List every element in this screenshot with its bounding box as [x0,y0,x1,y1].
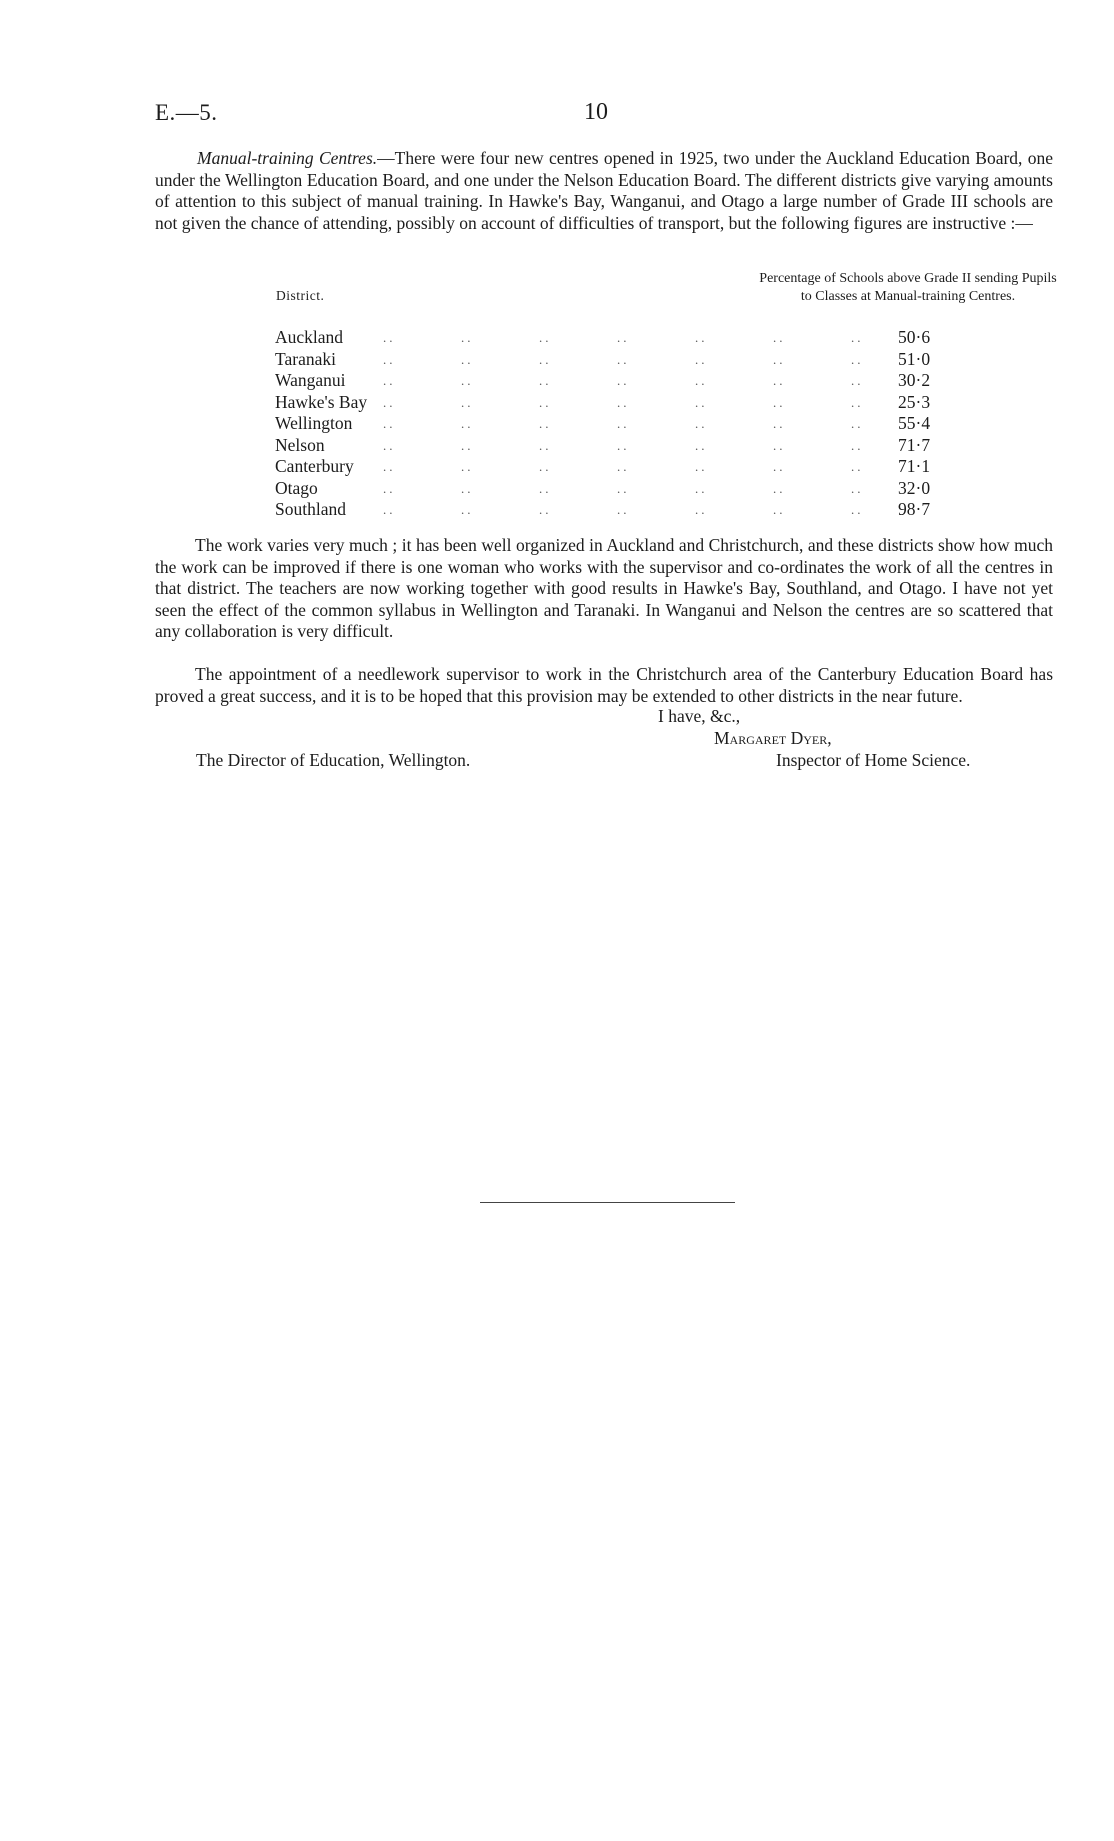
dot-leader: .. [539,394,552,410]
dot-leader: .. [383,351,396,367]
dot-leader: .. [539,502,552,517]
dot-leader: .. [773,351,786,367]
dot-leader: .. [851,351,864,367]
table-row [275,413,955,435]
dot-leader: .. [539,459,552,474]
dot-leader: .. [851,502,864,517]
page-ref: E.—5. [155,100,218,125]
dot-leader: .. [773,416,786,431]
dot-leader: .. [773,373,786,388]
dot-leader: .. [461,502,474,517]
value-cell: 25·3 [898,391,931,412]
dot-leader: .. [851,459,864,474]
table-row [275,435,955,457]
dot-leader: .. [617,373,630,388]
dot-leader: .. [695,394,708,410]
value-cell: 50·6 [898,327,931,347]
district-name: Nelson [275,434,325,455]
paragraph-work-varies: The work varies very much ; it has been well organized in Auckland and Christchurch, and these districts show how much the work can be improved if there is one woman who works with the supervisor and co-ordinates the work of all the centres in that district. The teachers are now working together with good results in Hawke's Bay, Southland, and Otago. I have not yet seen the effect of the common syllabus in Wellington and Taranaki. In Wanganui and Nelson the centres are so scattered that any collaboration is very difficult. [155,535,1053,641]
intro-heading: Manual-training Centres. [197,148,378,168]
table-header-district: District. [276,288,325,303]
page-number: 10 [584,99,608,125]
dot-leader: .. [461,437,474,453]
dot-leader: .. [617,502,630,517]
signatory-name: Margaret Dyer, [714,728,832,748]
dot-leader: .. [383,502,396,517]
section-divider [480,1202,735,1203]
dot-leader: .. [539,437,552,453]
value-cell: 71·1 [898,456,931,476]
dot-leader: .. [617,351,630,367]
dot-leader: .. [617,394,630,410]
dot-leader: .. [461,459,474,474]
dot-leader: .. [383,480,396,496]
dot-leader: .. [773,502,786,517]
addressee: The Director of Education, Wellington. [196,750,471,770]
signatory-title: Inspector of Home Science. [776,750,971,770]
dot-leader: .. [461,330,474,345]
dot-leader: .. [695,502,708,517]
value-cell: 55·4 [898,413,931,433]
district-name: Wellington [275,413,353,433]
district-name: Wanganui [275,370,346,390]
dot-leader: .. [773,459,786,474]
dot-leader: .. [383,394,396,410]
dot-leader: .. [539,416,552,431]
dot-leader: .. [617,459,630,474]
dot-leader: .. [617,416,630,431]
table-row [275,392,955,414]
table-row [275,478,955,500]
dot-leader: .. [773,394,786,410]
value-cell: 51·0 [898,348,931,369]
dot-leader: .. [773,480,786,496]
district-name: Southland [275,499,346,519]
value-cell: 71·7 [898,434,931,455]
table-header-percentage: Percentage of Schools above Grade II sending Pupils to Classes at Manual-training Centres. [759,271,1057,304]
dot-leader: .. [851,416,864,431]
dot-leader: .. [851,330,864,345]
dot-leader: .. [383,373,396,388]
dot-leader: .. [617,480,630,496]
value-cell: 98·7 [898,499,931,519]
dot-leader: .. [851,373,864,388]
paragraph-appointment: The appointment of a needlework supervisor to work in the Christchurch area of the Canterbury Education Board has proved a great success, and it is to be hoped that this provision may be extended to other districts in the near future. [155,664,1053,706]
table-row [275,370,955,392]
dot-leader: .. [617,330,630,345]
dot-leader: .. [383,330,396,345]
district-name: Otago [275,477,318,498]
dot-leader: .. [695,351,708,367]
dot-leader: .. [539,330,552,345]
dot-leader: .. [851,437,864,453]
table-row [275,499,955,521]
dot-leader: .. [695,373,708,388]
dot-leader: .. [539,351,552,367]
dot-leader: .. [695,459,708,474]
dot-leader: .. [617,437,630,453]
district-name: Taranaki [275,348,336,369]
dot-leader: .. [773,437,786,453]
district-name: Canterbury [275,456,354,476]
dot-leader: .. [851,480,864,496]
closing-salutation: I have, &c., [658,706,741,726]
district-name: Hawke's Bay [275,391,368,412]
dot-leader: .. [461,480,474,496]
table-row [275,456,955,478]
dot-leader: .. [383,416,396,431]
district-table [275,327,955,521]
dot-leader: .. [383,459,396,474]
dot-leader: .. [695,480,708,496]
dot-leader: .. [695,330,708,345]
dot-leader: .. [539,373,552,388]
dot-leader: .. [461,373,474,388]
table-row [275,349,955,371]
dot-leader: .. [851,394,864,410]
intro-paragraph [155,148,1053,234]
intro-text: —There were four new centres opened in 1925, two under the Auckland Education Board, one under the Wellington Education Board, and one under the Nelson Education Board. The different districts give varying amounts of attention to this subject of manual training. In Hawke's Bay, Wanganui, and Otago a large number of Grade III schools are not given the chance of attending, possibly on account of difficulties of transport, but the following figures are instructive :— [155,148,1053,233]
dot-leader: .. [461,394,474,410]
dot-leader: .. [695,416,708,431]
table-row [275,327,955,349]
dot-leader: .. [773,330,786,345]
value-cell: 32·0 [898,477,931,498]
dot-leader: .. [695,437,708,453]
dot-leader: .. [461,416,474,431]
district-name: Auckland [275,327,344,347]
dot-leader: .. [383,437,396,453]
value-cell: 30·2 [898,370,931,390]
dot-leader: .. [461,351,474,367]
dot-leader: .. [539,480,552,496]
